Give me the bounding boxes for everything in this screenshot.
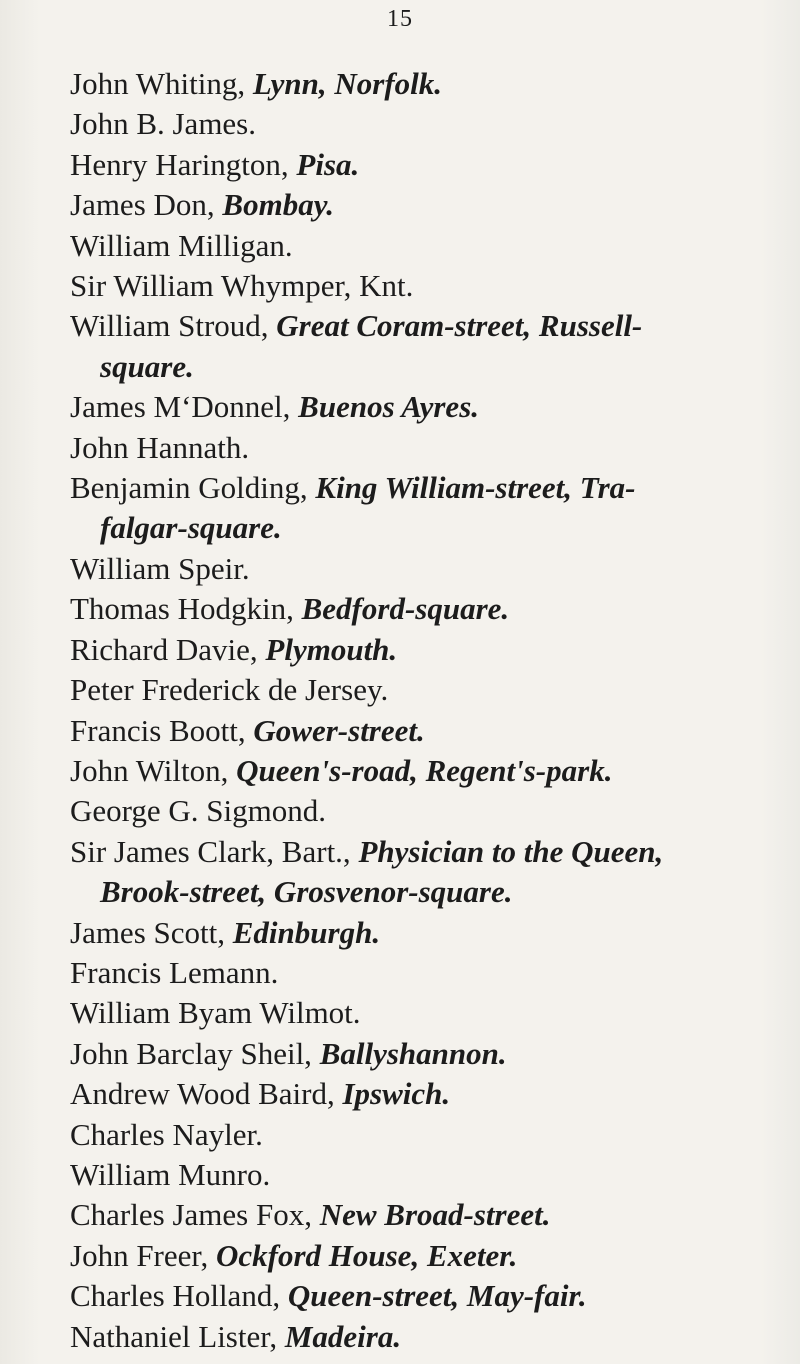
entry-location: Lynn, Norfolk. bbox=[252, 66, 443, 101]
list-item bbox=[70, 913, 770, 953]
entry-location: Brook-street, Grosvenor-square. bbox=[100, 874, 513, 910]
entry-location: King William-street, Tra- bbox=[315, 470, 636, 506]
list-item bbox=[70, 387, 770, 427]
entry-name: William Speir. bbox=[70, 550, 250, 586]
entry-location: Gower-street. bbox=[253, 712, 425, 748]
list-item bbox=[70, 428, 770, 468]
list-item bbox=[70, 1195, 770, 1235]
entry-name: Andrew Wood Baird, bbox=[70, 1076, 343, 1112]
list-item bbox=[70, 185, 770, 225]
entry-name: John Barclay Sheil, bbox=[70, 1035, 320, 1071]
list-item bbox=[70, 791, 770, 831]
list-item bbox=[70, 670, 770, 710]
entry-name: William Stroud, bbox=[70, 308, 277, 344]
entry-location: Plymouth. bbox=[265, 631, 398, 667]
entry-location: Bombay. bbox=[222, 187, 335, 223]
entry-name: Francis Lemann. bbox=[70, 954, 279, 990]
list-item bbox=[70, 104, 770, 144]
entry-name: Francis Boott, bbox=[70, 712, 254, 748]
entry-location: Queen's-road, Regent's-park. bbox=[236, 752, 613, 788]
entry-location: square. bbox=[100, 348, 194, 384]
entry-name: Thomas Hodgkin, bbox=[70, 591, 302, 627]
list-item bbox=[70, 993, 770, 1033]
entry-location: Great Coram-street, Russell- bbox=[276, 308, 643, 344]
list-item bbox=[70, 589, 770, 629]
entry-location: New Broad-street. bbox=[319, 1197, 551, 1233]
entry-name: William Byam Wilmot. bbox=[70, 995, 361, 1031]
list-item bbox=[70, 1276, 770, 1316]
entry-name: John Hannath. bbox=[70, 429, 250, 465]
list-item bbox=[70, 751, 770, 791]
entry-name: John Whiting, bbox=[70, 66, 253, 101]
entry-name: George G. Sigmond. bbox=[70, 793, 327, 829]
list-item bbox=[70, 1074, 770, 1114]
entry-location: Madeira. bbox=[284, 1318, 402, 1354]
list-item bbox=[70, 1155, 770, 1195]
entry-name: Sir William Whymper, Knt. bbox=[70, 268, 414, 304]
entry-name: James Scott, bbox=[70, 914, 233, 950]
entry-name: Peter Frederick de Jersey. bbox=[70, 672, 389, 708]
entry-name: Charles Nayler. bbox=[70, 1116, 263, 1152]
list-item bbox=[70, 711, 770, 751]
list-item bbox=[70, 1034, 770, 1074]
list-item bbox=[70, 1115, 770, 1155]
entry-location: Buenos Ayres. bbox=[298, 389, 480, 425]
list-item bbox=[70, 953, 770, 993]
entry-name: John Freer, bbox=[70, 1237, 216, 1273]
entry-name: Charles James Fox, bbox=[70, 1197, 320, 1233]
list-item bbox=[70, 266, 770, 306]
entry-name: Richard Davie, bbox=[70, 631, 266, 667]
entry-location: Ipswich. bbox=[342, 1076, 451, 1112]
list-item bbox=[70, 468, 770, 508]
entry-name: Henry Harington, bbox=[70, 146, 297, 182]
page-number: 15 bbox=[387, 6, 413, 32]
list-item bbox=[70, 832, 770, 872]
list-item bbox=[70, 226, 770, 266]
list-item bbox=[70, 1236, 770, 1276]
entry-location: Ballyshannon. bbox=[319, 1035, 507, 1071]
entry-location: Edinburgh. bbox=[232, 914, 381, 950]
entry-name: William Milligan. bbox=[70, 227, 293, 263]
list-item bbox=[70, 145, 770, 185]
entry-location: falgar-square. bbox=[100, 510, 282, 546]
list-item bbox=[70, 306, 770, 346]
entry-location: Bedford-square. bbox=[301, 591, 510, 627]
list-item-continuation bbox=[70, 347, 770, 387]
entry-name: Nathaniel Lister, bbox=[70, 1318, 285, 1354]
entry-name: Benjamin Golding, bbox=[70, 470, 316, 506]
entry-name: John Wilton, bbox=[70, 752, 237, 788]
list-item bbox=[70, 549, 770, 589]
entry-name: James Don, bbox=[70, 187, 223, 223]
list-item bbox=[70, 630, 770, 670]
list-item bbox=[70, 64, 770, 104]
list-item bbox=[70, 1317, 770, 1357]
entry-location: Physician to the Queen, bbox=[358, 833, 664, 869]
entry-name: William Munro. bbox=[70, 1156, 271, 1192]
entry-location: Queen-street, May-fair. bbox=[287, 1278, 587, 1314]
subscriber-list bbox=[70, 64, 770, 1357]
entry-location: Pisa. bbox=[296, 146, 360, 182]
list-item-continuation bbox=[70, 508, 770, 548]
entry-name: James M‘Donnel, bbox=[70, 389, 299, 425]
entry-name: Charles Holland, bbox=[70, 1278, 288, 1314]
entry-location: Ockford House, Exeter. bbox=[215, 1237, 518, 1273]
entry-name: John B. James. bbox=[70, 106, 256, 142]
entry-name: Sir James Clark, Bart., bbox=[70, 833, 359, 869]
list-item-continuation bbox=[70, 872, 770, 912]
